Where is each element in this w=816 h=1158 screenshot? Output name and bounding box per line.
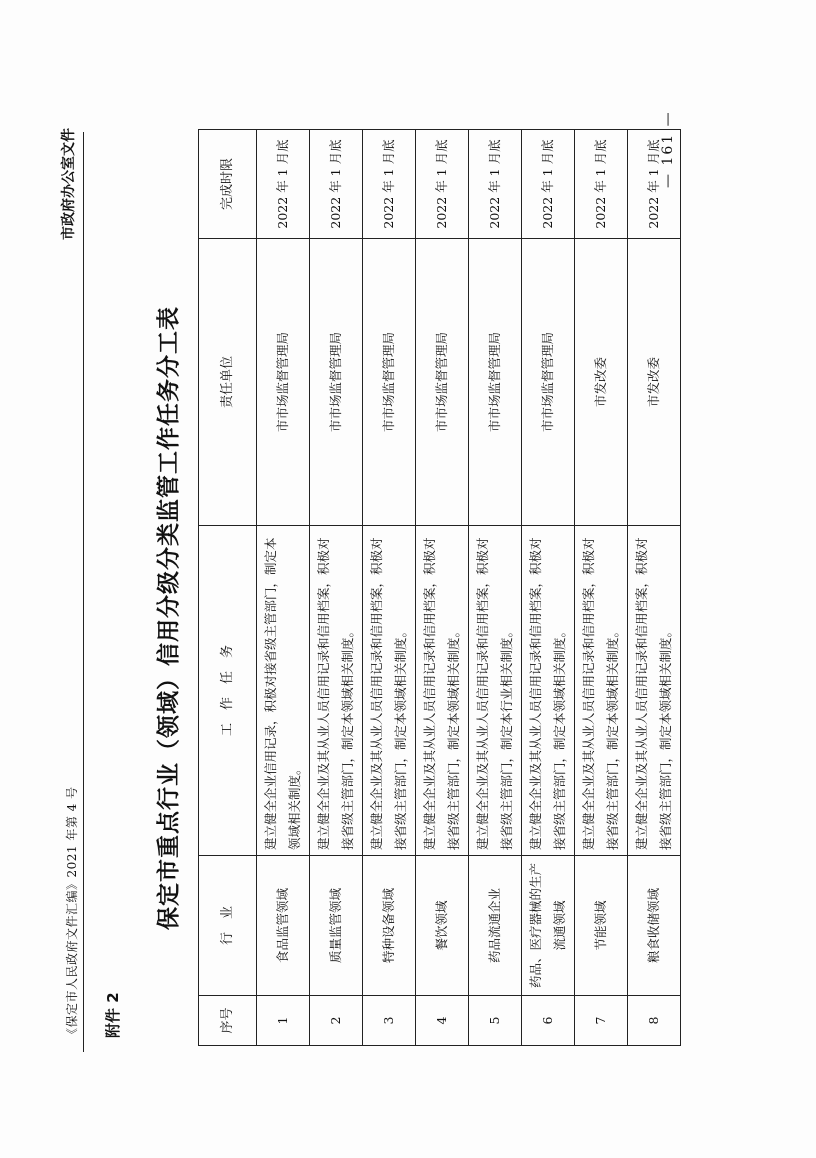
header-unit: 责任单位 xyxy=(199,239,257,526)
table-row xyxy=(522,130,575,1046)
header-task: 工 作 任 务 xyxy=(199,526,257,856)
row-industry: 餐饮领域 xyxy=(416,856,469,996)
row-deadline: 2022 年 1 月底 xyxy=(628,130,681,239)
row-task: 建立健全企业及其从业人员信用记录和信用档案，积极对接省级主管部门，制定本领域相关制度。 xyxy=(363,526,416,856)
header-no: 序号 xyxy=(199,996,257,1046)
row-deadline: 2022 年 1 月底 xyxy=(363,130,416,239)
table-row xyxy=(257,130,310,1046)
row-industry: 药品、医疗器械的生产流通领域 xyxy=(522,856,575,996)
table-row xyxy=(628,130,681,1046)
table-row xyxy=(310,130,363,1046)
table-header-row xyxy=(199,130,257,1046)
row-unit: 市市场监督管理局 xyxy=(416,239,469,526)
row-number: 7 xyxy=(575,996,628,1046)
running-header-left: 《保定市人民政府文件汇编》2021 年第 4 号 xyxy=(65,786,79,1040)
header-rule xyxy=(83,132,84,1052)
header-deadline: 完成时限 xyxy=(199,130,257,239)
row-deadline: 2022 年 1 月底 xyxy=(469,130,522,239)
row-task: 建立健全企业及其从业人员信用记录和信用档案，积极对接省级主管部门，制定本领域相关制度。 xyxy=(310,526,363,856)
row-number: 2 xyxy=(310,996,363,1046)
document-title: 保定市重点行业（领域）信用分级分类监管工作任务分工表 xyxy=(156,306,182,930)
row-unit: 市市场监督管理局 xyxy=(363,239,416,526)
row-number: 8 xyxy=(628,996,681,1046)
row-unit: 市发改委 xyxy=(575,239,628,526)
row-deadline: 2022 年 1 月底 xyxy=(416,130,469,239)
row-deadline: 2022 年 1 月底 xyxy=(310,130,363,239)
row-industry: 药品流通企业 xyxy=(469,856,522,996)
row-deadline: 2022 年 1 月底 xyxy=(522,130,575,239)
header-industry: 行 业 xyxy=(199,856,257,996)
task-table xyxy=(198,129,681,1046)
row-task: 建立健全企业及其从业人员信用记录和信用档案，积极对接省级主管部门，制定本领域相关制度。 xyxy=(522,526,575,856)
running-header-right: 市政府办公室文件 xyxy=(61,128,77,240)
row-task: 建立健全企业及其从业人员信用记录和信用档案，积极对接省级主管部门，制定本领域相关制度。 xyxy=(416,526,469,856)
page-number: — 161 — xyxy=(660,110,676,188)
row-number: 1 xyxy=(257,996,310,1046)
row-industry: 特种设备领域 xyxy=(363,856,416,996)
row-number: 6 xyxy=(522,996,575,1046)
row-industry: 粮食收储领域 xyxy=(628,856,681,996)
row-unit: 市市场监督管理局 xyxy=(469,239,522,526)
table-row xyxy=(363,130,416,1046)
row-number: 5 xyxy=(469,996,522,1046)
row-task: 建立健全企业及其从业人员信用记录和信用档案，积极对接省级主管部门，制定本行业相关制度。 xyxy=(469,526,522,856)
row-industry: 食品监管领域 xyxy=(257,856,310,996)
row-task: 建立健全企业及其从业人员信用记录和信用档案，积极对接省级主管部门，制定本领域相关制度。 xyxy=(575,526,628,856)
row-unit: 市市场监督管理局 xyxy=(522,239,575,526)
table-row xyxy=(575,130,628,1046)
row-unit: 市市场监督管理局 xyxy=(310,239,363,526)
row-task: 建立健全企业信用记录，积极对接省级主管部门，制定本领域相关制度。 xyxy=(257,526,310,856)
row-unit: 市发改委 xyxy=(628,239,681,526)
row-number: 3 xyxy=(363,996,416,1046)
row-deadline: 2022 年 1 月底 xyxy=(257,130,310,239)
row-industry: 节能领域 xyxy=(575,856,628,996)
table-row xyxy=(469,130,522,1046)
row-industry: 质量监管领域 xyxy=(310,856,363,996)
row-task: 建立健全企业及其从业人员信用记录和信用档案，积极对接省级主管部门，制定本领域相关制度。 xyxy=(628,526,681,856)
row-deadline: 2022 年 1 月底 xyxy=(575,130,628,239)
row-number: 4 xyxy=(416,996,469,1046)
table-row xyxy=(416,130,469,1046)
attachment-label: 附件 2 xyxy=(104,992,122,1038)
row-unit: 市市场监督管理局 xyxy=(257,239,310,526)
